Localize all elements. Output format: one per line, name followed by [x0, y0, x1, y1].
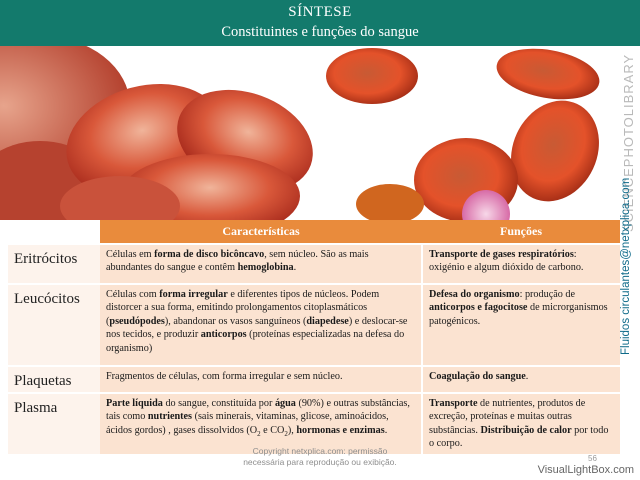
text-segment: .: [293, 262, 297, 274]
text-segment: (sais minerais, vitaminas, glicose, aminoácidos, ácidos gordos) , gases dissolvidos (O: [106, 411, 389, 436]
text-segment: por todo o corpo.: [429, 424, 609, 450]
subscript-text: 2: [284, 429, 288, 438]
caract-cell: [100, 284, 422, 366]
row-label-plasma: Plasma: [8, 393, 100, 455]
text-segment: .: [384, 424, 388, 436]
text-segment: Células em: [106, 249, 155, 260]
text-segment: , sem núcleo. São as mais abundantes do sangue e contêm: [106, 249, 369, 274]
text-segment: (proteínas especializadas na defesa do organismo): [106, 329, 405, 354]
bold-text: nutrientes: [147, 411, 193, 423]
slide-header: [0, 0, 640, 46]
blood-components-table: [8, 220, 620, 456]
header-blank-cell: [8, 220, 100, 244]
text-segment: : oxigénio e algum dióxido de carbono.: [429, 249, 584, 274]
text-segment: de nutrientes, produtos de excreção, proteínas e muitas outras substâncias.: [429, 398, 586, 436]
copyright-line-1: Copyright netxplica.com: permissão: [252, 446, 388, 456]
text-segment: .: [525, 371, 529, 382]
funcao-cell: [422, 366, 620, 393]
funcao-cell: [422, 284, 620, 366]
text-segment: (90%) e outras substâncias, tais como: [106, 398, 410, 423]
text-segment: e diferentes tipos de núcleos. Podem distorcer a sua forma, emitindo prolongamentos citoplasmáticos (: [106, 289, 380, 327]
text-segment: ), abandonar os vasos sanguíneos (: [164, 315, 307, 327]
row-label-eritrocitos: Eritrócitos: [8, 244, 100, 284]
header-funcoes: Funções: [422, 220, 620, 244]
bold-text: anticorpos e fagocitose: [429, 302, 528, 314]
bold-text: Distribuição de calor: [480, 424, 572, 436]
bold-text: pseudópodes: [109, 315, 165, 327]
copyright-line-2: necessária para reprodução ou exibição.: [243, 457, 397, 468]
library-credit: SCIENCEPHOTOLIBRARY: [621, 54, 636, 233]
bold-text: hemoglobina: [237, 262, 294, 274]
slide-subtitle: Constituintes e funções do sangue: [221, 24, 419, 40]
bold-text: Transporte: [429, 398, 478, 409]
bold-text: forma irregular: [159, 289, 228, 300]
bold-text: Coagulação do sangue: [429, 371, 526, 382]
blood-cells-image: [0, 46, 622, 220]
row-label-plaquetas: Plaquetas: [8, 366, 100, 393]
text-segment: ),: [287, 424, 297, 436]
row-label-leucocitos: Leucócitos: [8, 284, 100, 366]
vertical-caption: Fluidos circulantes@netxplica.com: [620, 177, 632, 355]
subscript-text: 2: [257, 429, 261, 438]
table-row: [8, 366, 620, 393]
text-segment: de microrganismos patogénicos.: [429, 302, 608, 327]
page-number: 56: [588, 454, 597, 463]
bold-text: forma de disco bicôncavo: [154, 249, 265, 260]
text-segment: : produção de: [519, 289, 576, 300]
bold-text: Transporte de gases respiratórios: [429, 249, 574, 260]
text-segment: Fragmentos de células, com forma irregular e sem núcleo.: [106, 371, 343, 382]
bold-text: diapedese: [306, 315, 349, 327]
table-row: [8, 244, 620, 284]
funcao-cell: [422, 244, 620, 284]
text-segment: ) e deslocar-se nos tecidos, e produzir: [106, 315, 408, 341]
header-caracteristicas: Características: [100, 220, 422, 244]
bold-text: hormonas e enzimas: [296, 424, 385, 436]
slide-title: SÍNTESE: [288, 4, 352, 20]
table-row: [8, 284, 620, 366]
bold-text: Parte líquida: [106, 398, 163, 409]
blood-cells-illustration: [0, 46, 622, 220]
table-header-row: [8, 220, 620, 244]
text-segment: do sangue, constituída por: [162, 398, 275, 409]
bold-text: água: [274, 398, 296, 409]
bold-text: Defesa do organismo: [429, 289, 520, 300]
bold-text: anticorpos: [200, 329, 247, 341]
text-segment: Células com: [106, 289, 160, 300]
watermark: VisualLightBox.com: [537, 464, 634, 476]
caract-cell: [100, 366, 422, 393]
text-segment: e CO: [260, 424, 285, 436]
caract-cell: [100, 244, 422, 284]
